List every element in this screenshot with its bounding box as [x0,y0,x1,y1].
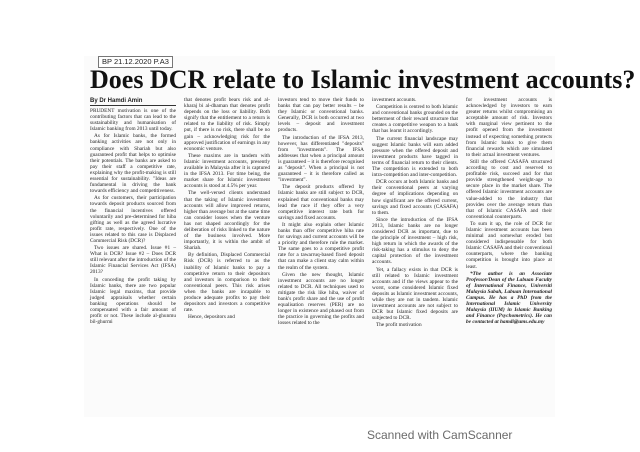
paragraph: that denotes profit bears risk and al-kharaj bi al-dhaman that denotes profit depends on the loss or liability. Both signify that the entitlement to a return is related to the liability of risk. Simply put, if there is no risk, there shall be no gain – acknowledging risk for the approved justification of earnings in any economic venture. [184,97,270,152]
paragraph: The introduction of the IFSA 2013, however, has differentiated "deposits" from "investments". The IFSA addresses that when a principal amount is guaranteed – it is therefore recognised as "deposit". When a principal is not guaranteed – it is therefore called as "investment". [278,134,364,184]
article-column-3 [278,97,364,417]
article-body [90,97,555,417]
paragraph: investors tend to move their funds to banks that can pay better results – be they Islamic or conventional banks. Generally, DCR is both occurred at two levels – deposit and investment products. [278,97,364,134]
article-column-2 [184,97,270,417]
paragraph: Hence, depositors and [188,314,235,321]
article-headline: Does DCR relate to Islamic investment accounts? [90,65,636,94]
paragraph: As for customers, their participation towards deposit products sourced from the financial incentives offered voluntarily and pre-determined for hiba gifting as well as the agreed lucrative profit rate, respectively. One of the issues related to this case is Displaced Commercial Risk (DCR)? [90,195,176,244]
paragraph: In conceding the profit taking by Islamic banks, there are two popular Islamic legal maxims, that provide judged appraisals whether certain banking operations should be compensated with a fair amount of profit or not. These include al-ghunmu bil-ghurmi [90,276,176,326]
article-column-5 [466,97,552,417]
paragraph: Given the new thought, Islamic investment accounts are no longer related to DCR. All techniques used to mitigate the risk like hiba, waiver of bank's profit share and the use of profit equalisation reserves (PER) are no longer in existence and phased out from the practice in governing the profits and losses related to the [278,271,364,327]
byline: By Dr Hamdi Amin [90,97,176,106]
date-stamp: BP 21.12.2020 P.A3 [98,56,173,68]
paragraph: Yet, a fallacy exists in that DCR is still related to Islamic investment accounts and if the views appear to the worst, some considered Islamic fixed deposits as Islamic investment accounts, while they are not in tandem. Islamic investment accounts are not subject to DCR but Islamic fixed deposits are subjected to DCR. [372,266,458,322]
article-column-1 [90,97,176,417]
author-bio: *The author is an Associate Professor/Dean of the Labuan Faculty of International Finance, Universiti Malaysia Sabah, Labuan International Campus. He has a PhD from the International Islamic University Malaysia (IIUM) in Islamic Banking and Finance (Psychometrics). He can be contacted at hamdi@ums.edu.my [466,270,552,326]
paragraph: These maxims are in tandem with Islamic investment accounts, presently available in Malaysia after it is captured in the IFSA 2013. For time being, the market share for Islamic investment accounts is stood at 4.5% per year. [184,152,270,190]
article-column-4 [372,97,458,417]
scanner-watermark: Scanned with CamScanner [367,428,513,442]
paragraph: Still the offered CASAFA structured according to cost and reserved to profitable risk, succeed and for that provide strengthened weight-age to secure place in the market share. The offered Islamic investment accounts are value-added to the industry that provides over the average return than that of Islamic CASAFA and their conventional counterparts. [466,158,552,220]
paragraph: The current financial landscape may suggest Islamic banks will earn added pressure when the offered deposit and investment products have tagged in terms of financial return to their clients. The competition is extended to both intra-competition and inter-competition. [372,135,458,179]
paragraph: By definition, Displaced Commercial Risk (DCR) is referred to as the inability of Islamic banks to pay a competitive return to their depositors and investors in comparison to their conventional peers. This risk arises when the banks are incapable to produce adequate profits to pay their depositors and investors a competitive rate. [184,252,270,314]
paragraph: Two issues are shared. Issue #1 – What is DCR? Issue #2 – Does DCR still relevant after the introduction of the Islamic Financial Services Act (IFSA) 2013? [90,245,176,276]
paragraph: To sum it up, the role of DCR for Islamic investment accounts has been minimal and somewhat eroded but considered indispensable for both Islamic CASAFA and their conventional counterparts, where the banking competition is brought into place at least. [466,220,552,270]
paragraph: As for Islamic banks, the formed banking activities are not only in compliance with Shariah but also guaranteed profit that helps to optimise their potentials. The banks are asked to pay their staff a competitive rate, explaining why the profit-making is still essential for sustainability. "Ideas are fundamental in driving the bank towards efficiency and competitiveness. [90,133,176,195]
paragraph: The profit motivation [376,322,422,329]
paragraph: Since the introduction of the IFSA 2013, Islamic banks are no longer considered DCR as important, due to the principle of investment – high risk, high return in which the awards of the risk-taking has a stimulus to deny the capital protection of the investment accounts. [372,216,458,266]
paragraph: PRUDENT motivation is one of the contributing factors that can lead to the sustainability and humanisation of Islamic banking from 2013 until today. [90,108,176,133]
paragraph: The deposit products offered by Islamic banks are still subject to DCR, explained that conventional banks may lead the race if they offer a very competitive interest rate both for savings and fixed accounts. [278,184,364,221]
paragraph: The well-versed clients understand that the taking of Islamic investment accounts will allow improved returns, higher than average but at the same time can consider losses when the venture has not shaped accordingly for the deliberation of risks linked to the nature of the business involved. More importantly, it is within the ambit of Shariah. [184,190,270,252]
paragraph: investment accounts. [372,97,417,103]
paragraph: DCR occurs at both Islamic banks and their conventional peers at varying degree of implications depending on how significant are the offered current, savings and fixed accounts (CASAFA) to them. [372,179,458,216]
newspaper-clipping [84,56,636,417]
paragraph: It might also explain other Islamic banks than offer competitive hiba rate for savings and current accounts will be a priority and therefore rule the market. The same goes to a competitive profit rate for a tawarruq-based fixed deposit that can make a client stay calm within the realm of the system. [278,221,364,271]
paragraph: Competition is centred to both Islamic and conventional banks grounded on the betterment of their reward structure that creates a competitive weapon to a bank that has learnt it accordingly. [372,104,458,135]
paragraph: for investment accounts is acknowledged by investors to earn greater returns whilst compromising an acceptable amount of risk. Investors with marginal view pertinent to the profit opened from the investment instead of expecting something protects from Islamic banks to give them financial rewards which are simulated to their actual investment ventures. [466,97,552,158]
